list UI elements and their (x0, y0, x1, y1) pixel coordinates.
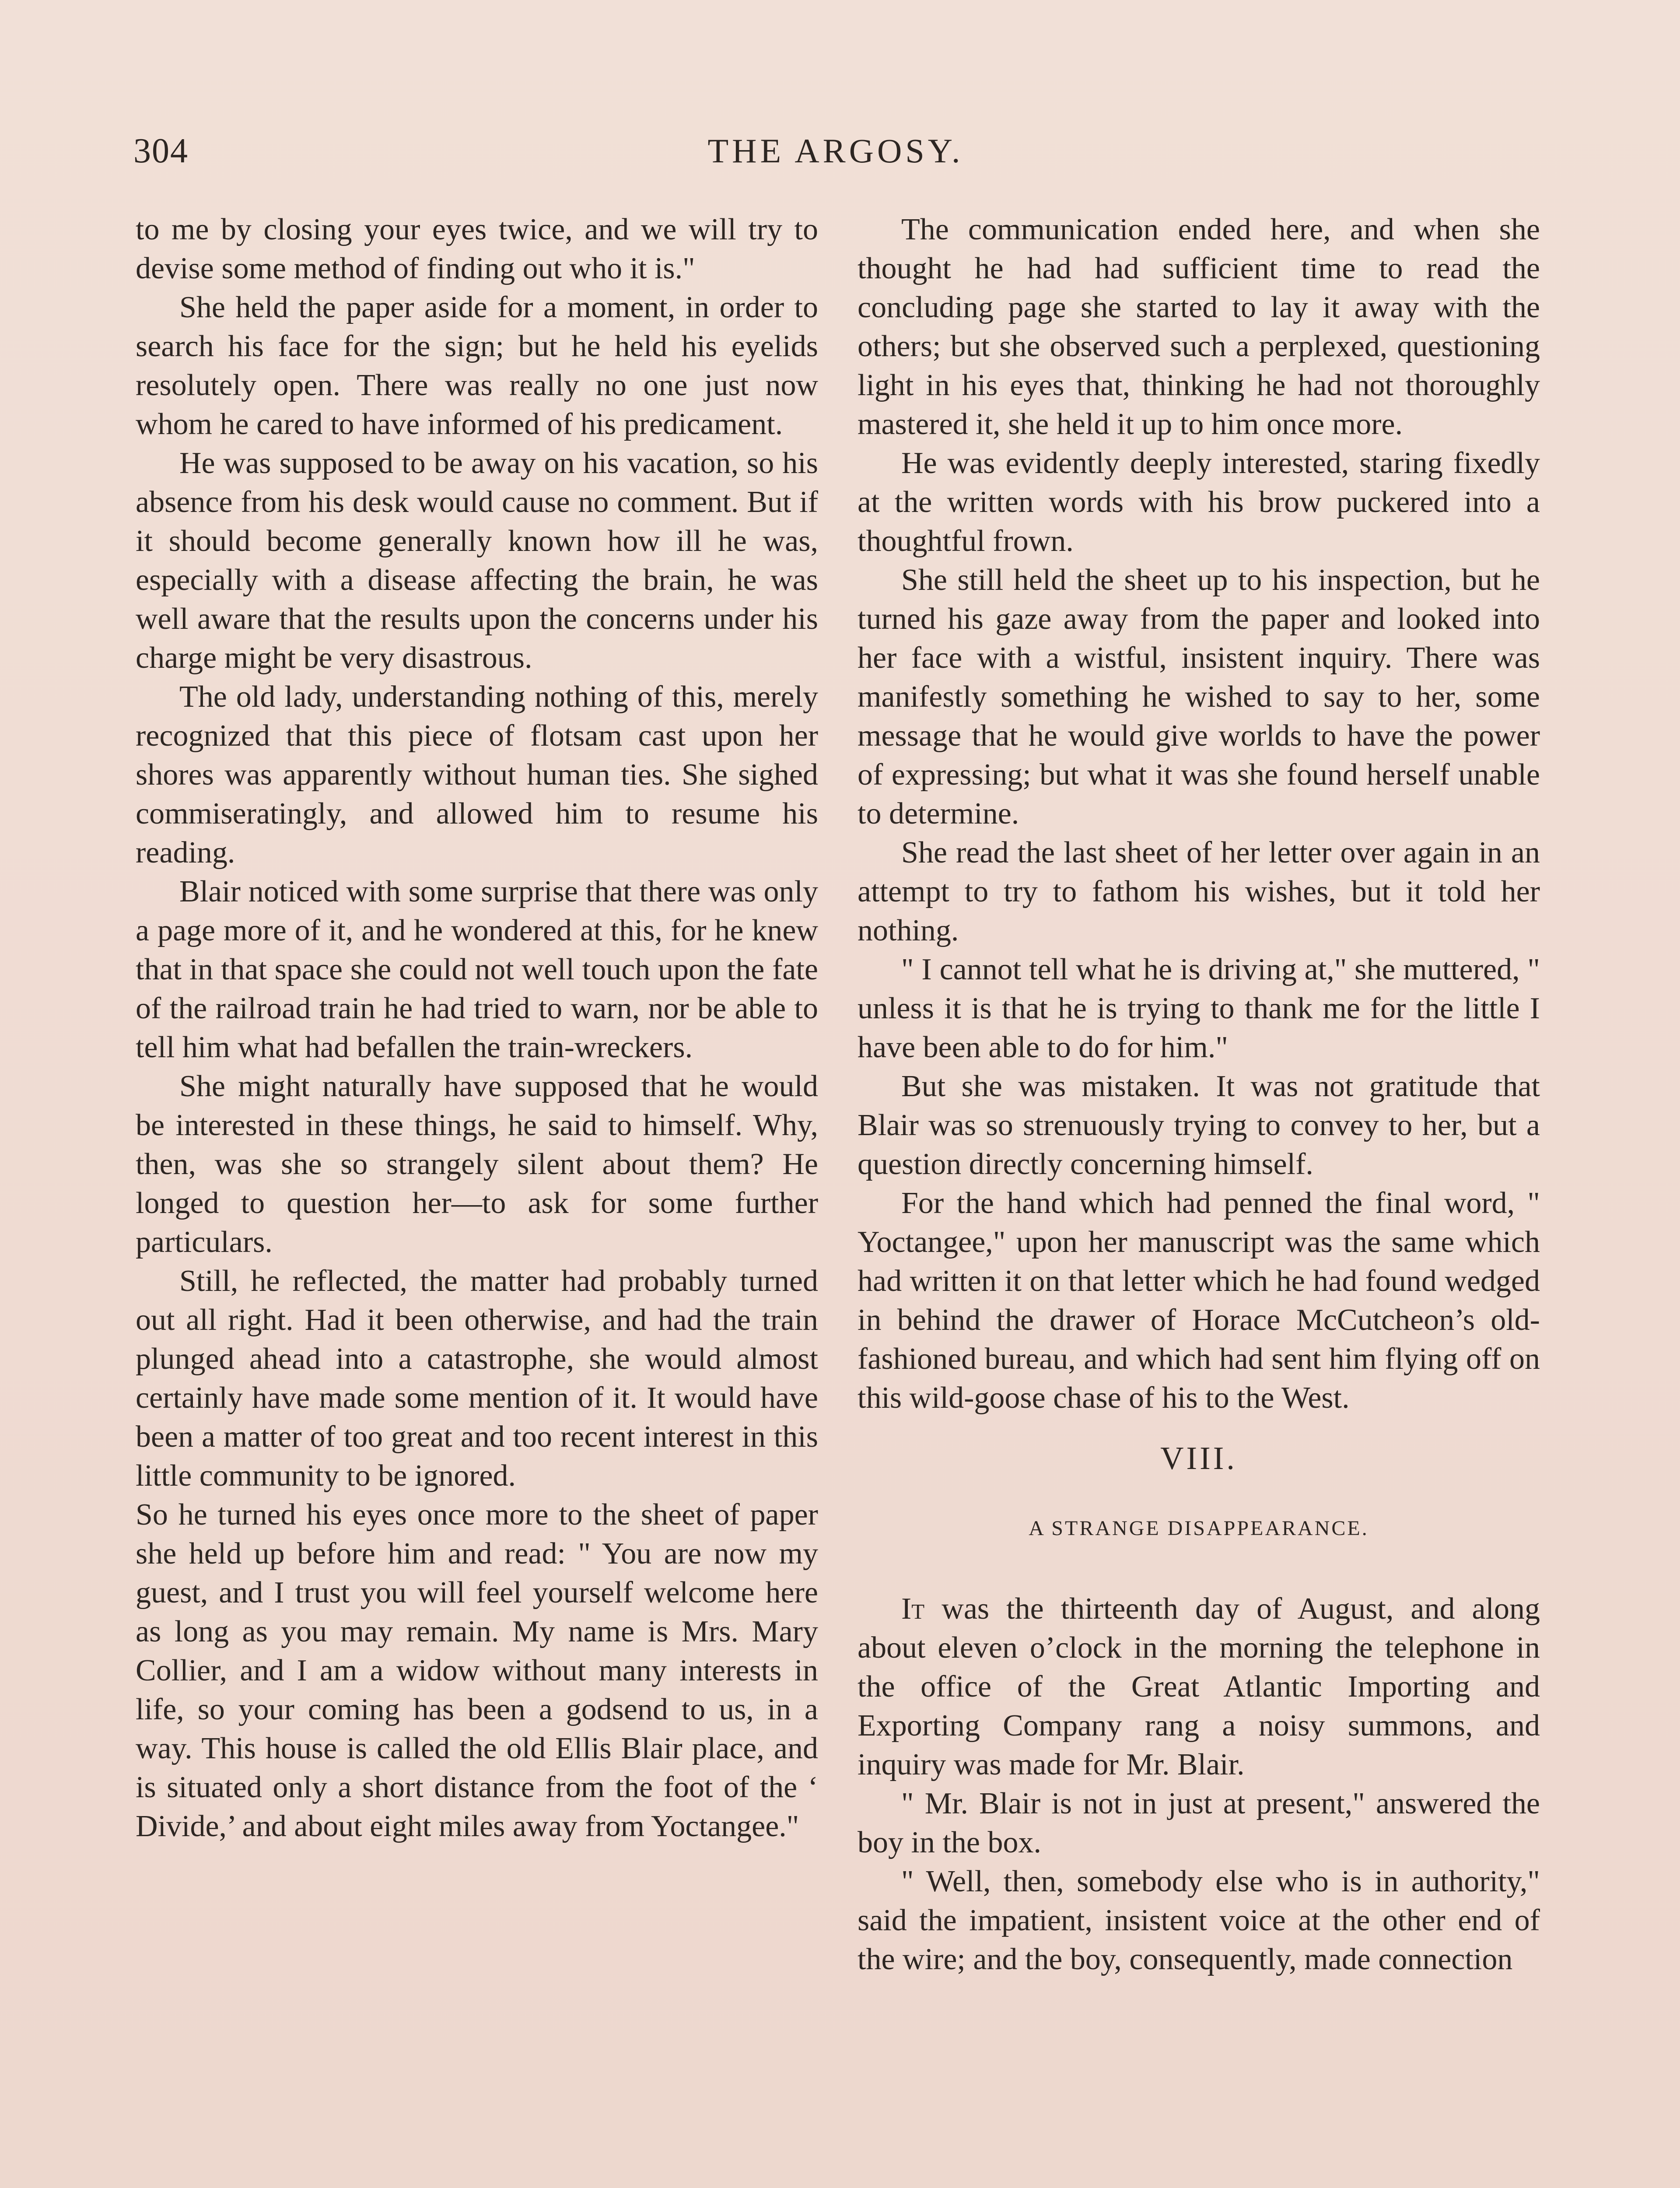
chapter-number: VIII. (1160, 1441, 1237, 1476)
chapter-title: A STRANGE DISAPPEARANCE. (1029, 1517, 1369, 1540)
paragraph: Still, he reflected, the matter had probably turned out all right. Had it been otherwise, and had the train plunged ahead into a catastrophe, she would almost certainly have made some mention of it. It would have been a matter of too great and too recent interest in this little community to be ignored. (136, 1264, 818, 1493)
paragraph: She read the last sheet of her letter over again in an attempt to try to fathom his wishes, but it told her nothing. (858, 836, 1540, 947)
paragraph: The old lady, understanding nothing of this, merely recognized that this piece of flotsam cast upon her shores was apparently without human ties. She sighed commiseratingly, and allowed him to resume his reading. (136, 680, 818, 870)
text-columns (136, 210, 1540, 2188)
left-column (136, 210, 818, 2188)
page-header (133, 131, 1538, 179)
paragraph: So he turned his eyes once more to the sheet of paper she held up before him and read: " You are now my guest, and I trust you will feel yourself welcome here as long as you may remain. My name is Mrs. Mary Collier, and I am a widow without many interests in life, so your coming has been a godsend to us, in a way. This house is called the old Ellis Blair place, and is situated only a short distance from the foot of the ‘ Divide,’ and about eight miles away from Yoctangee." (136, 1498, 818, 1843)
chapter-first-word: It (901, 1592, 925, 1626)
paragraph: to me by closing your eyes twice, and we will try to devise some method of finding out who it is." (136, 213, 818, 285)
paragraph: She might naturally have supposed that he would be interested in these things, he said to himself. Why, then, was she so strangely silent about them? He longed to question her—to ask for some further particulars. (136, 1069, 818, 1259)
right-column-paragraphs (858, 210, 1540, 1417)
running-title: THE ARGOSY. (707, 132, 964, 170)
paragraph: He was evidently deeply interested, staring fixedly at the written words with his brow puckered into a thoughtful frown. (858, 446, 1540, 558)
paragraph: She held the paper aside for a moment, in order to search his face for the sign; but he held his eyelids resolutely open. There was really no one just now whom he cared to have informed of his predicament. (136, 291, 818, 441)
after-chapter-paragraphs (858, 1784, 1540, 1979)
paragraph: For the hand which had penned the final word, " Yoctangee," upon her manuscript was the same which had written it on that letter which he had found wedged in behind the drawer of Horace McCutcheon’s old-fashioned bureau, and which had sent him flying off on this wild-goose chase of his to the West. (858, 1186, 1540, 1415)
page-number: 304 (133, 132, 189, 170)
paragraph: But she was mistaken. It was not gratitude that Blair was so strenuously trying to convey to her, but a question directly concerning himself. (858, 1069, 1540, 1181)
paragraph: " Mr. Blair is not in just at present," answered the boy in the box. (858, 1787, 1540, 1859)
chapter-first-paragraph-rest: was the thirteenth day of August, and along about eleven o’clock in the morning the telephone in the office of the Great Atlantic Importing and Exporting Company rang a noisy summons, and inquiry was made for Mr. Blair. (858, 1592, 1540, 1781)
right-column (858, 210, 1540, 2188)
paragraph: He was supposed to be away on his vacation, so his absence from his desk would cause no comment. But if it should become generally known how ill he was, especially with a disease affecting the brain, he was well aware that the results upon the concerns under his charge might be very disastrous. (136, 446, 818, 675)
paragraph: " Well, then, somebody else who is in authority," said the impatient, insistent voice at the other end of the wire; and the boy, consequently, made connection (858, 1865, 1540, 1976)
paragraph: Blair noticed with some surprise that there was only a page more of it, and he wondered at this, for he knew that in that space she could not well touch upon the fate of the railroad train he had tried to warn, nor be able to tell him what had befallen the train-wreckers. (136, 875, 818, 1064)
chapter-opening-paragraph (858, 1589, 1540, 1784)
paragraph: She still held the sheet up to his inspection, but he turned his gaze away from the paper and looked into her face with a wistful, insistent inquiry. There was manifestly something he wished to say to her, some message that he would give worlds to have the power of expressing; but what it was she found herself unable to determine. (858, 563, 1540, 831)
paragraph: " I cannot tell what he is driving at," she muttered, " unless it is that he is trying to thank me for the little I have been able to do for him." (858, 953, 1540, 1064)
paragraph: The communication ended here, and when she thought he had had sufficient time to read the concluding page she started to lay it away with the others; but she observed such a perplexed, questioning light in his eyes that, thinking he had not thoroughly mastered it, she held it up to him once more. (858, 213, 1540, 441)
